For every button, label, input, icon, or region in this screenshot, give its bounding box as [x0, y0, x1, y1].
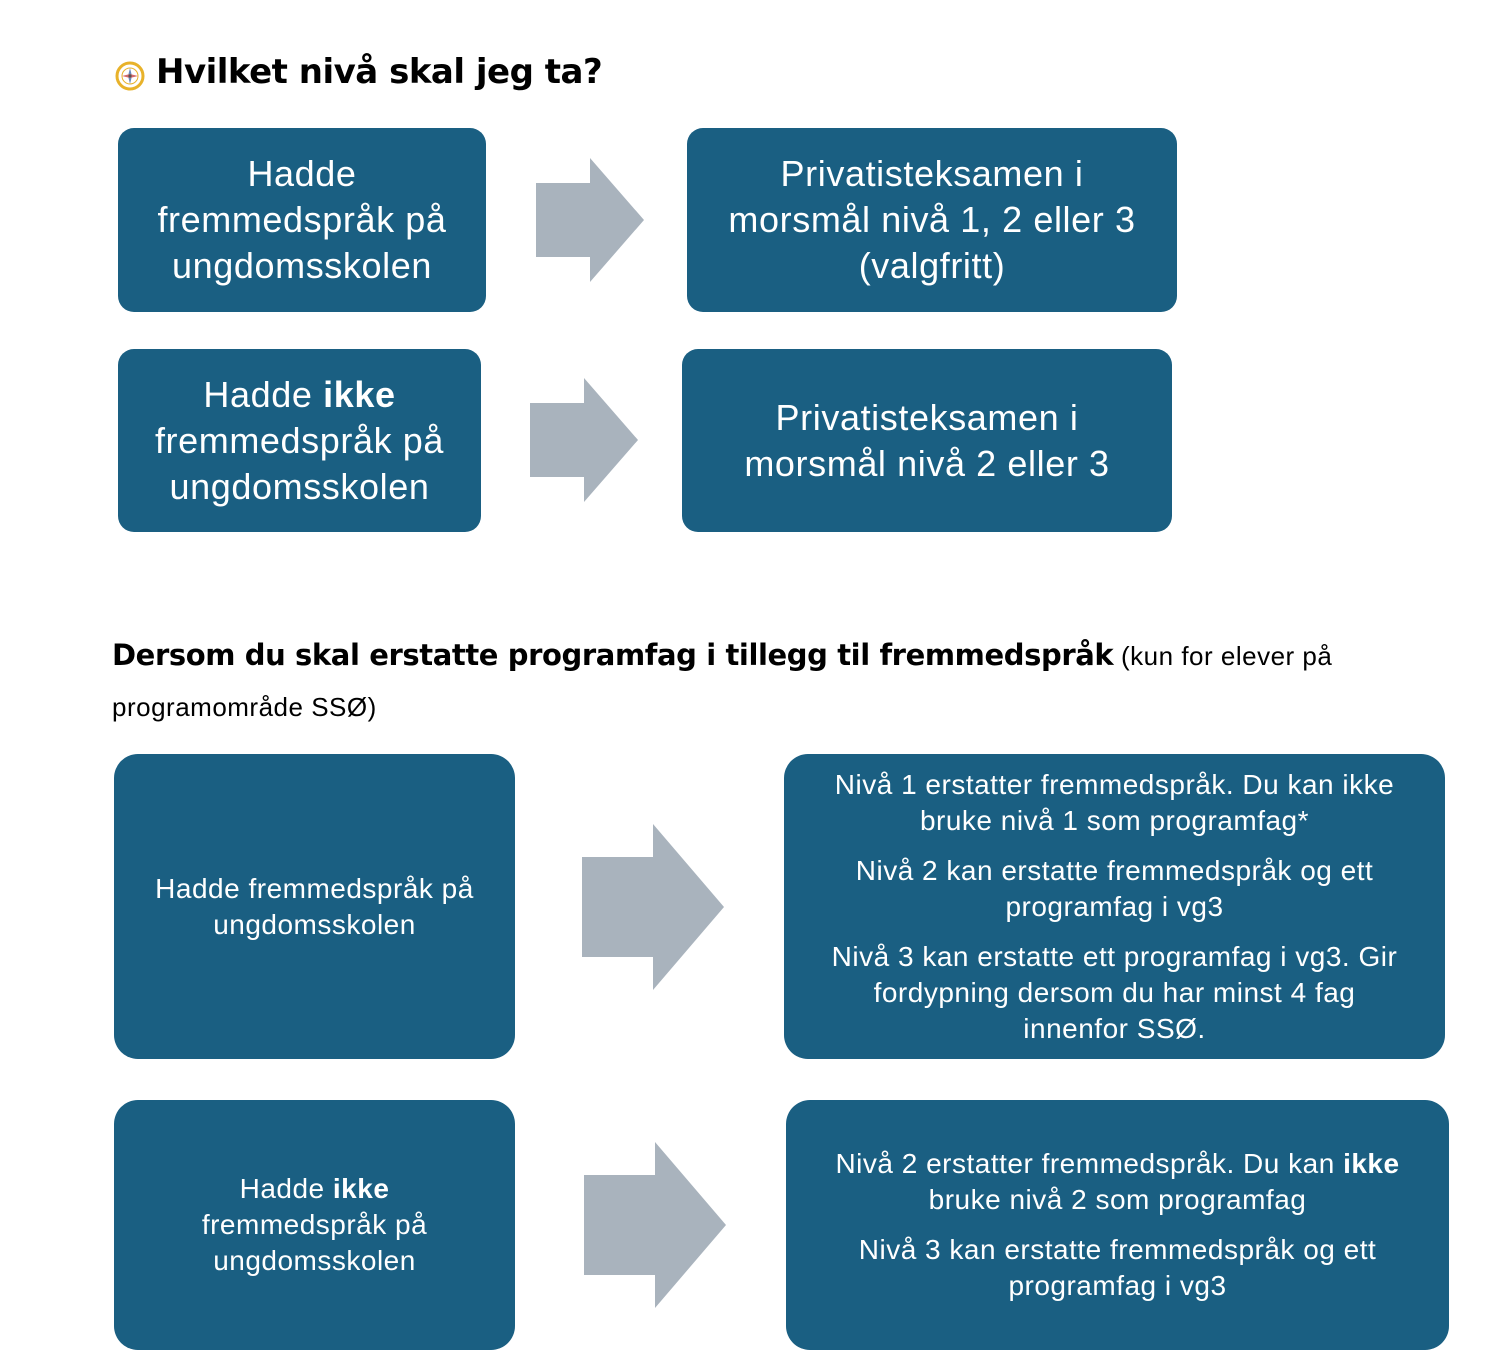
- s1-row2-result-box: [682, 349, 1172, 532]
- s2-row2-condition-line2: fremmedspråk på: [201, 1209, 428, 1240]
- compass-icon: [114, 60, 146, 92]
- s2-row1-condition-line1: Hadde fremmedspråk på: [155, 872, 474, 904]
- s1-row2-result-line1: Privatisteksamen i: [775, 396, 1079, 438]
- s2-row1-result-level3: Nivå 3 kan erstatte ett programfag i vg3. Gir fordypning dersom du har minst 4 fag innenfor SSØ.: [831, 940, 1398, 1044]
- s2-row2-result-box: [786, 1100, 1449, 1350]
- s2-row1-result-level1: Nivå 1 erstatter fremmedspråk. Du kan ikke bruke nivå 1 som programfag*: [834, 768, 1395, 836]
- s2-row2-condition-line1: Hadde ikke: [239, 1173, 390, 1204]
- s1-row2-condition-line2: fremmedspråk på: [154, 419, 445, 461]
- s1-row1-condition-box: [118, 128, 486, 312]
- arrow-right-icon: [582, 824, 724, 990]
- s2-row2-result-level3: Nivå 3 kan erstatte fremmedspråk og ett programfag i vg3: [858, 1234, 1377, 1301]
- s2-row1-result-level2: Nivå 2 kan erstatte fremmedspråk og ett programfag i vg3: [855, 854, 1374, 922]
- section2-heading-note: (kun for elever på programområde SSØ): [112, 641, 1333, 722]
- arrow-right-icon: [584, 1142, 726, 1308]
- s2-row1-condition-box: [114, 754, 515, 1059]
- s1-row2-condition-box: [118, 349, 481, 532]
- section2-heading-bold: Dersom du skal erstatte programfag i tillegg til fremmedspråk: [112, 638, 1114, 672]
- s2-row2-condition-box: [114, 1100, 515, 1350]
- section2-heading: [112, 632, 1392, 735]
- page-title: [114, 52, 602, 92]
- s1-row2-condition-line1: Hadde ikke: [203, 373, 396, 415]
- emphasis-ikke: ikke: [332, 1173, 390, 1204]
- s1-row1-condition-line1: Hadde: [247, 153, 357, 194]
- s2-row2-condition-line3: ungdomsskolen: [213, 1245, 416, 1276]
- s1-row2-condition-line3: ungdomsskolen: [169, 465, 430, 507]
- s1-row1-result-line1: Privatisteksamen i: [780, 153, 1084, 194]
- arrow-right-icon: [530, 378, 638, 502]
- s2-row2-result-level2: Nivå 2 erstatter fremmedspråk. Du kan ikke bruke nivå 2 som programfag: [835, 1148, 1400, 1215]
- s1-row1-result-line3: (valgfritt): [858, 245, 1006, 286]
- emphasis-ikke: ikke: [1343, 1148, 1400, 1179]
- page-title-text: Hvilket nivå skal jeg ta?: [156, 52, 603, 92]
- emphasis-ikke: ikke: [323, 373, 396, 415]
- s2-row1-result-box: [784, 754, 1445, 1059]
- arrow-right-icon: [536, 158, 644, 282]
- s1-row1-condition-line3: ungdomsskolen: [172, 245, 432, 286]
- s2-row1-condition-line2: ungdomsskolen: [213, 908, 416, 940]
- s1-row1-result-line2: morsmål nivå 1, 2 eller 3: [728, 199, 1136, 240]
- s1-row2-result-line2: morsmål nivå 2 eller 3: [744, 442, 1110, 484]
- s1-row1-condition-line2: fremmedspråk på: [157, 199, 447, 240]
- s1-row1-result-box: [687, 128, 1177, 312]
